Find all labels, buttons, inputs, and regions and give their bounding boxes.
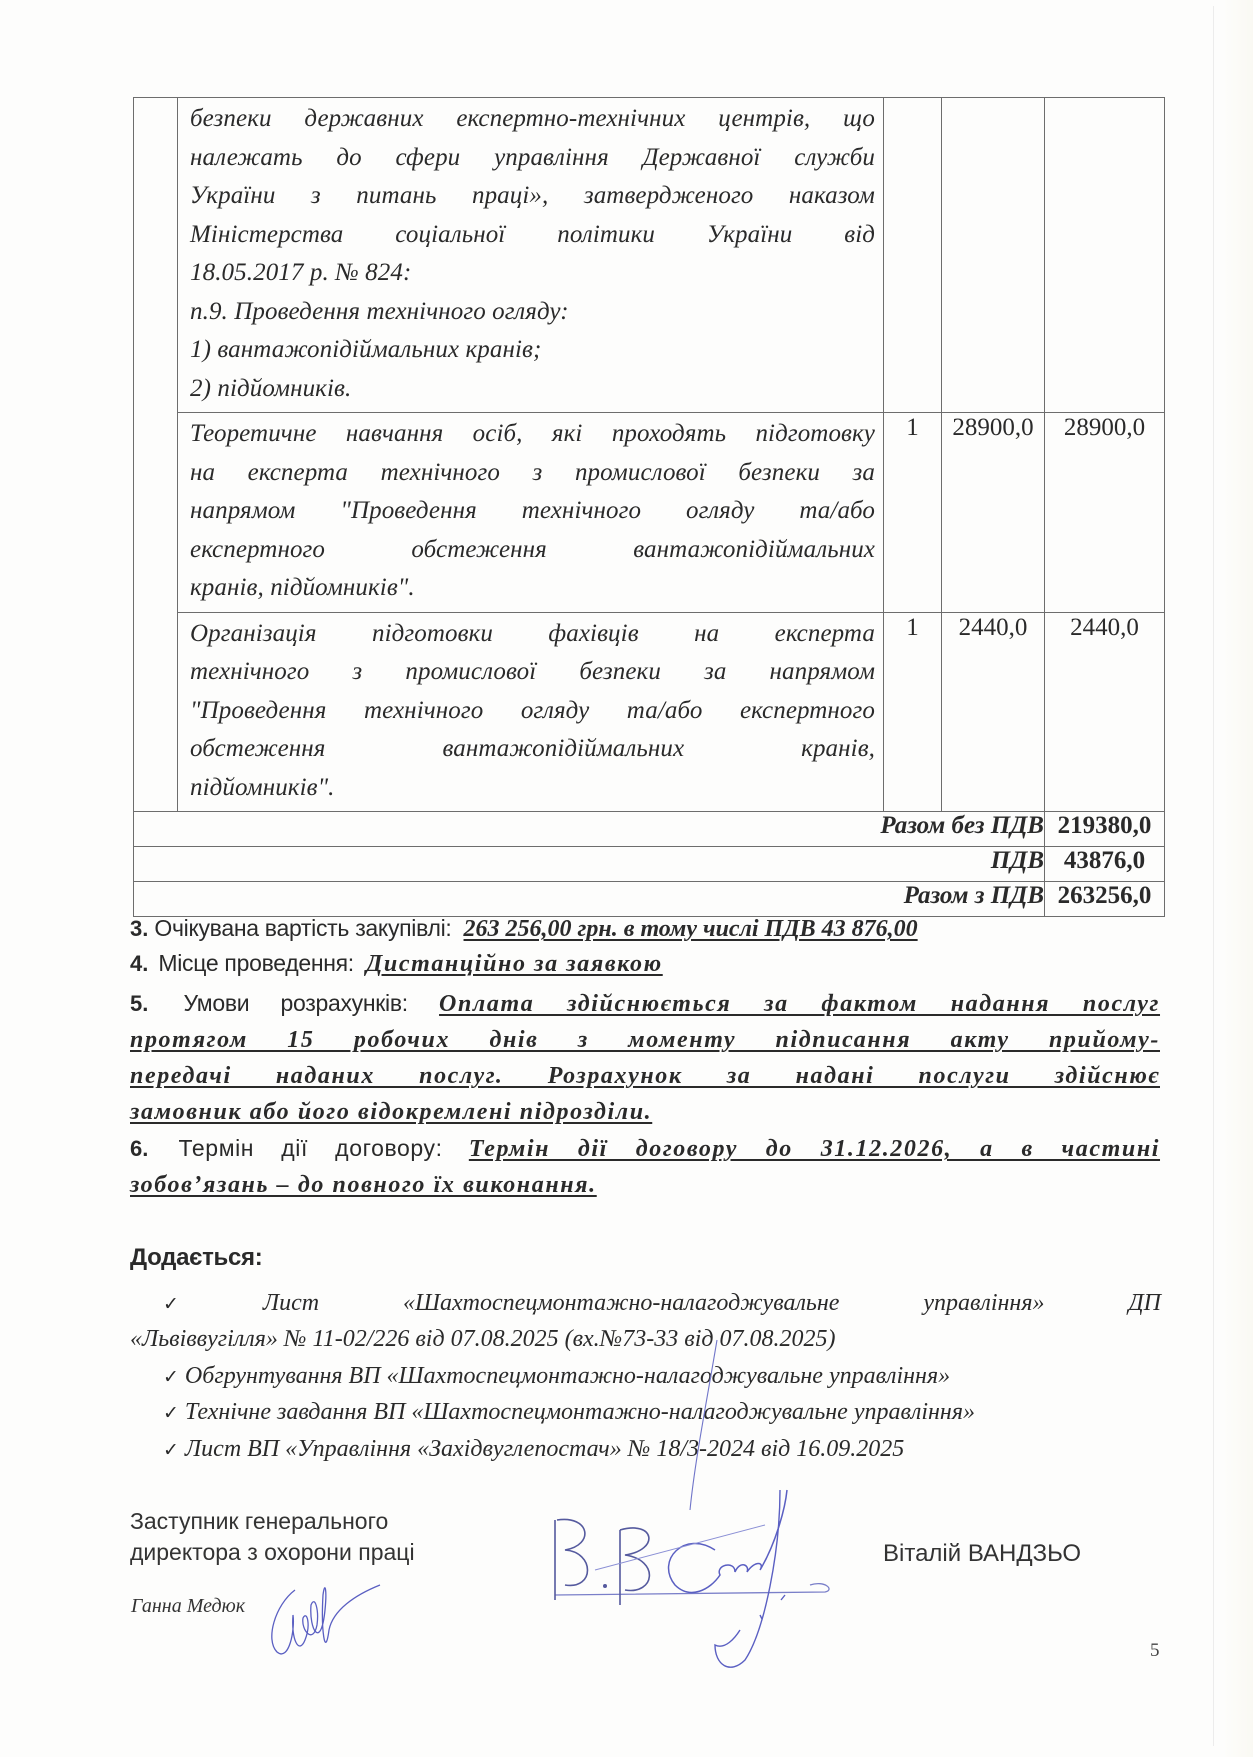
price-cell: 2440,0 (942, 612, 1045, 812)
scan-edge-line (1213, 6, 1214, 1746)
row-number-cell (134, 98, 178, 812)
description-line: технічного з промислової безпеки за напрямом (190, 658, 875, 685)
description-line: "Проведення технічного огляду та/або експертного (190, 696, 875, 724)
attachment-text: Лист ВП «Управління «Західвуглепостач» № 18/3-2024 від 16.09.2025 (184, 1436, 905, 1462)
qty-cell: 1 (884, 413, 942, 613)
attachment-item (163, 1399, 975, 1426)
description-line: 18.05.2017 р. № 824: (190, 259, 412, 286)
table-row (134, 98, 1165, 413)
description-line: України з питань праці», затвердженого наказом (190, 182, 875, 209)
description-line: належать до сфери управління Державної служби (190, 143, 875, 171)
item-label: Місце проведення: (158, 950, 354, 976)
total-cell (1045, 98, 1165, 413)
item-label: Термін дії договору: (178, 1135, 443, 1161)
item-contract-term (130, 1130, 1170, 1203)
summary-row-subtotal (134, 812, 1165, 847)
item-number: 3. (130, 916, 149, 941)
initials-signature-icon (255, 1570, 395, 1670)
item-value-line: передачі наданих послуг. Розрахунок за надані послуги здійснює (130, 1063, 1160, 1089)
description-cell (178, 98, 884, 413)
description-line: Теоретичне навчання осіб, які проходять підготовку (190, 420, 875, 447)
page-number: 5 (1150, 1640, 1160, 1661)
checkmark-icon: ✓ (163, 1439, 179, 1461)
attachment-item (163, 1363, 950, 1390)
item-value-line: Оплата здійснюється за фактом надання послуг (439, 991, 1161, 1017)
price-cell: 28900,0 (942, 413, 1045, 613)
summary-label: ПДВ (134, 847, 1045, 882)
services-table (133, 97, 1165, 917)
signatory-position (130, 1506, 415, 1568)
position-line: Заступник генерального (130, 1508, 389, 1534)
description-line: п.9. Проведення технічного огляду: (190, 297, 569, 325)
prepared-by: Ганна Медюк (131, 1595, 246, 1617)
attachment-item (163, 1290, 1161, 1317)
table-row (134, 612, 1165, 812)
description-line: підйомників". (190, 773, 335, 801)
item-payment-terms (130, 985, 1170, 1130)
attachment-text: Обгрунтування ВП «Шахтоспецмонтажно-налагоджувальне управління» (184, 1363, 951, 1389)
item-location (130, 950, 1170, 978)
description-line: обстеження вантажопідіймальних кранів, (190, 735, 875, 762)
position-line: директора з охорони праці (130, 1539, 415, 1565)
description-line: Організація підготовки фахівців на експерта (190, 619, 875, 647)
attachment-text: Лист «Шахтоспецмонтажно-налагоджувальне управління» ДП (262, 1290, 1162, 1316)
summary-row-vat (134, 847, 1165, 882)
total-cell: 28900,0 (1045, 413, 1165, 613)
description-line: безпеки державних експертно-технічних центрів, що (190, 105, 875, 132)
attachment-text: Технічне завдання ВП «Шахтоспецмонтажно-налагоджувальне управління» (184, 1399, 975, 1425)
table-row (134, 413, 1165, 613)
scan-edge-shading (1225, 0, 1253, 1757)
item-value-line: Термін дії договору до 31.12.2026, а в частині (468, 1136, 1161, 1162)
checkmark-icon: ✓ (163, 1402, 179, 1424)
description-line: кранів, підйомників". (190, 574, 415, 601)
summary-value: 263256,0 (1045, 882, 1165, 917)
checkmark-icon: ✓ (163, 1366, 179, 1388)
attachments-title: Додається: (130, 1244, 263, 1271)
item-label: Очікувана вартість закупівлі: (154, 915, 452, 941)
price-cell (942, 98, 1045, 413)
checkmark-icon: ✓ (163, 1293, 257, 1315)
description-line: на експерта технічного з промислової безпеки за (190, 458, 875, 486)
summary-row-total (134, 882, 1165, 917)
summary-value: 43876,0 (1045, 847, 1165, 882)
item-number: 5. (130, 991, 149, 1016)
attachment-item-continued (130, 1326, 836, 1353)
summary-label: Разом з ПДВ (134, 882, 1045, 917)
item-number: 6. (130, 1136, 149, 1161)
item-expected-cost (130, 915, 1170, 943)
signature-stroke-icon (685, 1340, 725, 1510)
item-value-line: зобов’язань – до повного їх виконання. (130, 1172, 597, 1198)
description-line: експертного обстеження вантажопідіймальних (190, 535, 875, 563)
item-value: 263 256,00 грн. в тому числі ПДВ 43 876,00 (463, 916, 918, 942)
qty-cell (884, 98, 942, 413)
attachment-text: «Львіввугілля» № 11-02/226 від 07.08.2025 (вх.№73-33 від 07.08.2025) (130, 1326, 836, 1352)
description-line: напрямом "Проведення технічного огляду та/або (190, 497, 875, 524)
total-cell: 2440,0 (1045, 612, 1165, 812)
qty-cell: 1 (884, 612, 942, 812)
item-value-line: протягом 15 робочих днів з моменту підписання акту прийому- (130, 1027, 1160, 1053)
description-line: 2) підйомників. (190, 374, 352, 402)
director-signature-icon (535, 1490, 855, 1690)
item-number: 4. (130, 951, 149, 976)
item-value-line: замовник або його відокремлені підрозділи. (130, 1099, 653, 1125)
description-cell (178, 413, 884, 613)
description-cell (178, 612, 884, 812)
summary-value: 219380,0 (1045, 812, 1165, 847)
description-line: Міністерства соціальної політики України від (190, 220, 875, 248)
summary-label: Разом без ПДВ (134, 812, 1045, 847)
item-label: Умови розрахунків: (183, 990, 408, 1016)
attachment-item (163, 1436, 904, 1463)
item-value: Дистанційно за заявкою (365, 951, 663, 977)
signer-name: Віталій ВАНДЗЬО (883, 1540, 1082, 1567)
description-line: 1) вантажопідіймальних кранів; (190, 336, 542, 363)
